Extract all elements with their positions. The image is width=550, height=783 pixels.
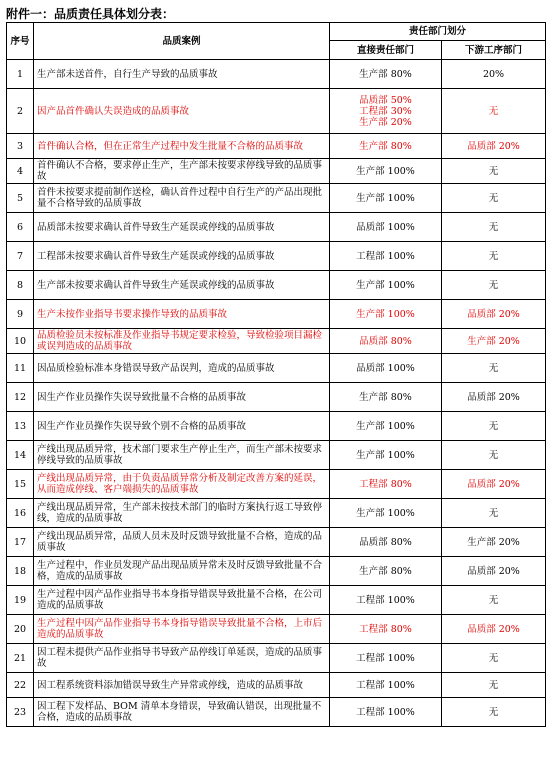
row-case: 首件确认合格，但在正常生产过程中发生批量不合格的品质事故 bbox=[34, 134, 330, 159]
row-direct-dept: 生产部 100% bbox=[330, 271, 442, 300]
row-downstream-dept: 无 bbox=[442, 213, 546, 242]
row-case: 产线出现品质异常，由于负责品质异常分析及制定改善方案的延误，从而造成停线、客户端损失的品质事故 bbox=[34, 470, 330, 499]
row-downstream-dept: 品质部 20% bbox=[442, 300, 546, 329]
row-downstream-dept: 无 bbox=[442, 441, 546, 470]
row-number: 13 bbox=[7, 412, 34, 441]
row-number: 2 bbox=[7, 89, 34, 134]
row-number: 4 bbox=[7, 159, 34, 184]
row-case: 生产未按作业指导书要求操作导致的品质事故 bbox=[34, 300, 330, 329]
document-title: 附件一：品质责任具体划分表： bbox=[6, 7, 175, 21]
row-downstream-dept: 无 bbox=[442, 698, 546, 727]
row-case: 因生产作业员操作失误导致个别不合格的品质事故 bbox=[34, 412, 330, 441]
table-row bbox=[7, 499, 546, 528]
row-downstream-dept: 无 bbox=[442, 271, 546, 300]
row-direct-dept: 生产部 100% bbox=[330, 159, 442, 184]
table-row bbox=[7, 300, 546, 329]
table-row bbox=[7, 441, 546, 470]
row-number: 12 bbox=[7, 383, 34, 412]
header-no: 序号 bbox=[7, 23, 34, 60]
row-case: 因工程未提供产品作业指导书导致产品停线订单延误，造成的品质事故 bbox=[34, 644, 330, 673]
row-number: 17 bbox=[7, 528, 34, 557]
row-number: 16 bbox=[7, 499, 34, 528]
row-case: 首件确认不合格，要求停止生产，生产部未按要求停线导致的品质事故 bbox=[34, 159, 330, 184]
row-direct-dept: 工程部 100% bbox=[330, 673, 442, 698]
row-number: 1 bbox=[7, 60, 34, 89]
row-direct-dept: 生产部 100% bbox=[330, 499, 442, 528]
row-case: 生产过程中因产品作业指导书本身指导错误导致批量不合格，在公司造成的品质事故 bbox=[34, 586, 330, 615]
table-row bbox=[7, 383, 546, 412]
row-case: 工程部未按要求确认首件导致生产延误或停线的品质事故 bbox=[34, 242, 330, 271]
row-case: 生产部未按要求确认首件导致生产延误或停线的品质事故 bbox=[34, 271, 330, 300]
row-direct-dept: 品质部 100% bbox=[330, 354, 442, 383]
table-row bbox=[7, 184, 546, 213]
table-row bbox=[7, 615, 546, 644]
table-row bbox=[7, 557, 546, 586]
row-number: 19 bbox=[7, 586, 34, 615]
responsibility-table bbox=[6, 22, 546, 727]
row-number: 22 bbox=[7, 673, 34, 698]
row-direct-dept: 生产部 80% bbox=[330, 134, 442, 159]
row-number: 8 bbox=[7, 271, 34, 300]
row-downstream-dept: 无 bbox=[442, 242, 546, 271]
table-row bbox=[7, 673, 546, 698]
row-downstream-dept: 品质部 20% bbox=[442, 470, 546, 499]
table-body bbox=[7, 60, 546, 727]
row-number: 5 bbox=[7, 184, 34, 213]
row-downstream-dept: 无 bbox=[442, 499, 546, 528]
row-case: 因工程下发样品、BOM 清单本身错误，导致确认错误，出现批量不合格，造成的品质事故 bbox=[34, 698, 330, 727]
header-case: 品质案例 bbox=[34, 23, 330, 60]
header-downstream: 下游工序部门 bbox=[442, 41, 546, 60]
table-row bbox=[7, 470, 546, 499]
row-case: 品质部未按要求确认首件导致生产延误或停线的品质事故 bbox=[34, 213, 330, 242]
row-downstream-dept: 20% bbox=[442, 60, 546, 89]
row-number: 15 bbox=[7, 470, 34, 499]
row-downstream-dept: 无 bbox=[442, 184, 546, 213]
row-direct-dept: 生产部 100% bbox=[330, 300, 442, 329]
row-downstream-dept: 无 bbox=[442, 586, 546, 615]
row-number: 20 bbox=[7, 615, 34, 644]
row-direct-dept: 品质部 100% bbox=[330, 213, 442, 242]
row-downstream-dept: 品质部 20% bbox=[442, 557, 546, 586]
row-downstream-dept: 无 bbox=[442, 159, 546, 184]
row-case: 因生产作业员操作失误导致批量不合格的品质事故 bbox=[34, 383, 330, 412]
row-direct-dept: 生产部 100% bbox=[330, 184, 442, 213]
row-case: 首件未按要求提前制作送检，确认首件过程中自行生产的产品出现批量不合格导致的品质事故 bbox=[34, 184, 330, 213]
row-direct-dept: 生产部 80% bbox=[330, 557, 442, 586]
table-row bbox=[7, 586, 546, 615]
row-case: 生产过程中因产品作业指导书本身指导错误导致批量不合格，上市后造成的品质事故 bbox=[34, 615, 330, 644]
header-division: 责任部门划分 bbox=[330, 23, 546, 41]
table-row bbox=[7, 60, 546, 89]
row-direct-dept: 工程部 100% bbox=[330, 586, 442, 615]
row-case: 生产部未送首件，自行生产导致的品质事故 bbox=[34, 60, 330, 89]
row-downstream-dept: 品质部 20% bbox=[442, 615, 546, 644]
table-row bbox=[7, 242, 546, 271]
row-case: 生产过程中，作业员发现产品出现品质异常未及时反馈导致批量不合格，造成的品质事故 bbox=[34, 557, 330, 586]
header-direct: 直接责任部门 bbox=[330, 41, 442, 60]
row-number: 9 bbox=[7, 300, 34, 329]
row-direct-dept: 生产部 80% bbox=[330, 60, 442, 89]
table-row bbox=[7, 698, 546, 727]
row-direct-dept: 生产部 100% bbox=[330, 412, 442, 441]
row-case: 因产品首件确认失误造成的品质事故 bbox=[34, 89, 330, 134]
row-direct-dept: 工程部 80% bbox=[330, 615, 442, 644]
row-downstream-dept: 无 bbox=[442, 354, 546, 383]
row-number: 10 bbox=[7, 329, 34, 354]
row-direct-dept: 工程部 80% bbox=[330, 470, 442, 499]
row-downstream-dept: 品质部 20% bbox=[442, 134, 546, 159]
table-row bbox=[7, 271, 546, 300]
row-downstream-dept: 无 bbox=[442, 412, 546, 441]
row-downstream-dept: 无 bbox=[442, 89, 546, 134]
row-direct-dept: 品质部 80% bbox=[330, 329, 442, 354]
table-row bbox=[7, 412, 546, 441]
row-direct-dept: 品质部 80% bbox=[330, 528, 442, 557]
row-direct-dept: 工程部 100% bbox=[330, 242, 442, 271]
row-number: 18 bbox=[7, 557, 34, 586]
row-direct-dept: 品质部 50% 工程部 30% 生产部 20% bbox=[330, 89, 442, 134]
row-number: 7 bbox=[7, 242, 34, 271]
row-case: 因品质检验标准本身错误导致产品误判，造成的品质事故 bbox=[34, 354, 330, 383]
row-number: 3 bbox=[7, 134, 34, 159]
row-direct-dept: 工程部 100% bbox=[330, 644, 442, 673]
table-row bbox=[7, 89, 546, 134]
row-number: 14 bbox=[7, 441, 34, 470]
table-row bbox=[7, 329, 546, 354]
row-direct-dept: 生产部 100% bbox=[330, 441, 442, 470]
row-case: 产线出现品质异常，品质人员未及时反馈导致批量不合格，造成的品质事故 bbox=[34, 528, 330, 557]
row-downstream-dept: 无 bbox=[442, 644, 546, 673]
table-row bbox=[7, 134, 546, 159]
row-direct-dept: 工程部 100% bbox=[330, 698, 442, 727]
row-number: 23 bbox=[7, 698, 34, 727]
row-downstream-dept: 品质部 20% bbox=[442, 383, 546, 412]
table-row bbox=[7, 159, 546, 184]
row-number: 6 bbox=[7, 213, 34, 242]
row-case: 因工程系统资料添加错误导致生产异常或停线，造成的品质事故 bbox=[34, 673, 330, 698]
row-number: 21 bbox=[7, 644, 34, 673]
row-case: 品质检验员未按标准及作业指导书规定要求检验，导致检验项目漏检或误判造成的品质事故 bbox=[34, 329, 330, 354]
row-number: 11 bbox=[7, 354, 34, 383]
table-row bbox=[7, 528, 546, 557]
row-downstream-dept: 无 bbox=[442, 673, 546, 698]
row-direct-dept: 生产部 80% bbox=[330, 383, 442, 412]
table-row bbox=[7, 354, 546, 383]
row-case: 产线出现品质异常，技术部门要求生产停止生产，而生产部未按要求停线导致的品质事故 bbox=[34, 441, 330, 470]
row-downstream-dept: 生产部 20% bbox=[442, 528, 546, 557]
table-row bbox=[7, 644, 546, 673]
table-row bbox=[7, 213, 546, 242]
row-case: 产线出现品质异常，生产部未按技术部门的临时方案执行返工导致停线，造成的品质事故 bbox=[34, 499, 330, 528]
row-downstream-dept: 生产部 20% bbox=[442, 329, 546, 354]
